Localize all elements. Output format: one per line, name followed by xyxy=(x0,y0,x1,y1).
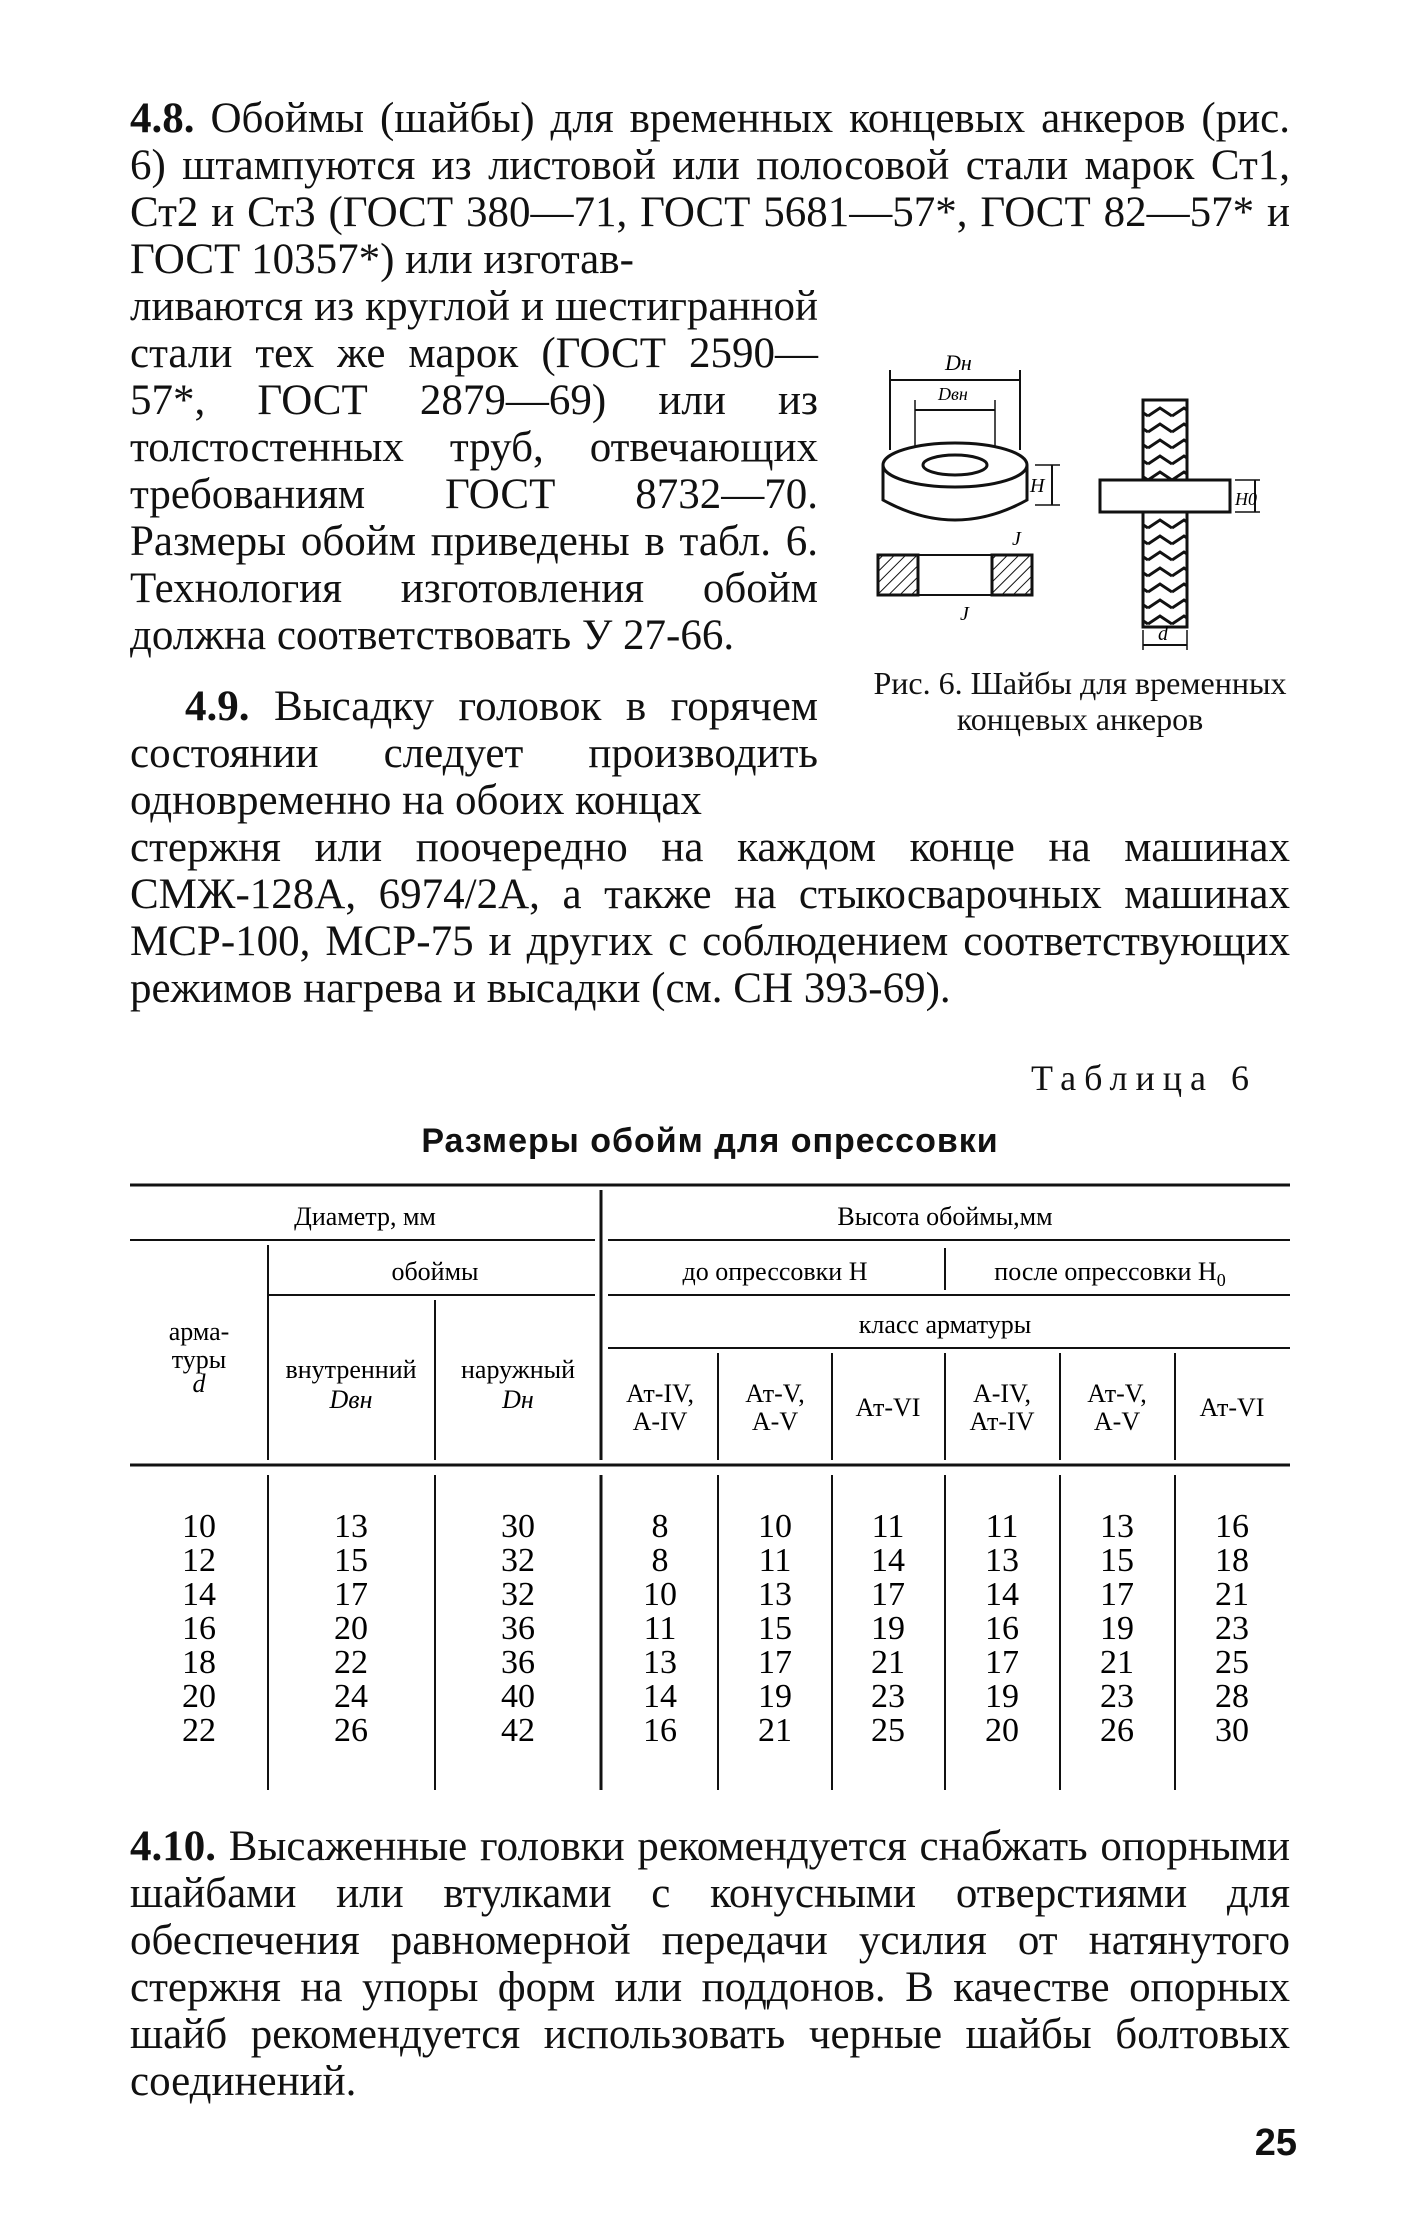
table-cell: 24 xyxy=(334,1678,368,1715)
header-inner-2: Dвн xyxy=(329,1385,373,1414)
table-row xyxy=(182,1542,1249,1579)
table-cell: 22 xyxy=(182,1712,216,1749)
table-row xyxy=(182,1576,1249,1613)
table-cell: 28 xyxy=(1215,1678,1249,1715)
table-cell: 18 xyxy=(1215,1542,1249,1579)
label-s1: J xyxy=(1012,528,1021,550)
table-cell: 13 xyxy=(643,1644,677,1681)
header-height: Высота обоймы,мм xyxy=(837,1202,1053,1231)
table-cell: 21 xyxy=(1100,1644,1134,1681)
header-armature-3: d xyxy=(192,1369,206,1398)
table-cell: 36 xyxy=(501,1610,535,1647)
table-cell: 11 xyxy=(643,1610,677,1647)
table-row xyxy=(182,1644,1249,1681)
table-cell: 16 xyxy=(182,1610,216,1647)
table-cell: 17 xyxy=(985,1644,1019,1681)
paragraph-4-9-text-a: Высадку головок в горячем состоянии следует производить одновременно на обоих концах xyxy=(130,683,819,824)
section-number-4-10: 4.10. xyxy=(130,1823,216,1870)
class-5-b: А-V xyxy=(1093,1407,1141,1436)
table-cell: 21 xyxy=(871,1644,905,1681)
table-cell: 15 xyxy=(758,1610,792,1647)
paragraph-4-9-continuation: стержня или поочередно на каждом конце на машинах СМЖ-128А, 6974/2А, а также на стыкосварочных машинах МСР-100, МСР-75 и других с соблюдением соответствующих режимов нагрева и высадки (см. СН 393-69). xyxy=(130,824,1290,1012)
header-after-sub: 0 xyxy=(1216,1270,1226,1290)
label-dn: Dн xyxy=(945,350,972,375)
table-row xyxy=(182,1712,1249,1749)
table-cell: 17 xyxy=(1100,1576,1134,1613)
table-row xyxy=(182,1610,1249,1647)
paragraph-4-8-continuation: ливаются из круглой и шестигранной стали тех же марок (ГОСТ 2590—57*, ГОСТ 2879—69) или из толстостенных труб, отвечающих требованиям ГОСТ 8732—70. Размеры обойм приведены в табл. 6. Технология изготовления обойм должна соответствовать У 27-66. xyxy=(130,283,818,659)
paragraph-4-8-text-a: Обоймы (шайбы) для временных концевых анкеров (рис. 6) штампуются из листовой или полосовой стали марок Ст1, Ст2 и Ст3 (ГОСТ 380—71, ГОСТ 5681—57*, ГОСТ 82—57* и ГОСТ 10357*) или изготав- xyxy=(130,95,1291,283)
table-cell: 11 xyxy=(758,1542,792,1579)
table-cell: 21 xyxy=(758,1712,792,1749)
table-cell: 10 xyxy=(758,1508,792,1545)
table-cell: 40 xyxy=(501,1678,535,1715)
header-armature-2: туры xyxy=(171,1345,227,1374)
table-cell: 26 xyxy=(1100,1712,1134,1749)
table-title: Размеры обойм для опрессовки xyxy=(421,1122,999,1160)
table-cell: 17 xyxy=(758,1644,792,1681)
table-label: Таблица 6 xyxy=(1031,1058,1257,1098)
table-cell: 10 xyxy=(182,1508,216,1545)
class-2-b: А-V xyxy=(751,1407,799,1436)
paragraph-4-10 xyxy=(130,1823,1290,2105)
table-cell: 32 xyxy=(501,1576,535,1613)
class-3: Ат-VI xyxy=(855,1393,921,1422)
table-cell: 20 xyxy=(334,1610,368,1647)
class-1-b: А-IV xyxy=(632,1407,688,1436)
class-5-a: Ат-V, xyxy=(1087,1379,1147,1408)
table-cell: 14 xyxy=(182,1576,216,1613)
table-cell: 25 xyxy=(1215,1644,1249,1681)
section-number-4-8: 4.8. xyxy=(130,95,195,142)
table-cell: 16 xyxy=(985,1610,1019,1647)
class-4-a: А-IV, xyxy=(972,1379,1032,1408)
table-cell: 16 xyxy=(1215,1508,1249,1545)
table-cell: 13 xyxy=(758,1576,792,1613)
header-class: класс арматуры xyxy=(858,1310,1032,1339)
table-cell: 26 xyxy=(334,1712,368,1749)
label-s2: J xyxy=(960,603,969,625)
class-2-a: Ат-V, xyxy=(745,1379,805,1408)
table-cell: 13 xyxy=(1100,1508,1134,1545)
header-outer-1: наружный xyxy=(460,1355,576,1384)
table-cell: 30 xyxy=(1215,1712,1249,1749)
table-cell: 23 xyxy=(1100,1678,1134,1715)
table-cell: 16 xyxy=(643,1712,677,1749)
table-body xyxy=(182,1508,1249,1749)
label-dvn: Dвн xyxy=(938,384,968,404)
table-cell: 13 xyxy=(985,1542,1019,1579)
figure-caption: Рис. 6. Шайбы для временных концевых анкеров xyxy=(873,665,1287,737)
table-cell: 15 xyxy=(334,1542,368,1579)
table-cell: 12 xyxy=(182,1542,216,1579)
table-cell: 17 xyxy=(334,1576,368,1613)
table-cell: 21 xyxy=(1215,1576,1249,1613)
label-h0: H0 xyxy=(1235,489,1257,509)
label-d: d xyxy=(1158,623,1168,645)
table-cell: 8 xyxy=(651,1508,669,1545)
class-1-a: Ат-IV, xyxy=(625,1379,695,1408)
header-after xyxy=(994,1257,1225,1290)
table-cell: 19 xyxy=(758,1678,792,1715)
header-before: до опрессовки H xyxy=(682,1257,868,1286)
class-6: Ат-VI xyxy=(1199,1393,1265,1422)
header-outer-2: Dн xyxy=(502,1385,534,1414)
table-row xyxy=(182,1678,1249,1715)
header-armature-1: арма- xyxy=(168,1317,230,1346)
table-cell: 10 xyxy=(643,1576,677,1613)
header-ring: обоймы xyxy=(391,1257,479,1286)
table-cell: 32 xyxy=(501,1542,535,1579)
table-cell: 17 xyxy=(871,1576,905,1613)
table-cell: 15 xyxy=(1100,1542,1134,1579)
table-cell: 14 xyxy=(643,1678,677,1715)
table-cell: 8 xyxy=(651,1542,669,1579)
table-cell: 18 xyxy=(182,1644,216,1681)
table-row xyxy=(182,1508,1249,1545)
paragraph-4-10-text: Высаженные головки рекомендуется снабжать опорными шайбами или втулками с конусными отверстиями для обеспечения равномерной передачи усилия от натянутого стержня на упоры форм или поддонов. В качестве опорных шайб рекомендуется использовать черные шайбы болтовых соединений. xyxy=(130,1823,1291,2105)
table-cell: 20 xyxy=(985,1712,1019,1749)
table-cell: 14 xyxy=(985,1576,1019,1613)
table-cell: 19 xyxy=(1100,1610,1134,1647)
header-after-text: после опрессовки H xyxy=(994,1257,1217,1286)
class-4-b: Ат-IV xyxy=(969,1407,1035,1436)
table-cell: 23 xyxy=(871,1678,905,1715)
table-cell: 19 xyxy=(871,1610,905,1647)
label-h: H xyxy=(1030,475,1045,497)
table-cell: 11 xyxy=(985,1508,1019,1545)
table-cell: 22 xyxy=(334,1644,368,1681)
table-cell: 23 xyxy=(1215,1610,1249,1647)
table-cell: 36 xyxy=(501,1644,535,1681)
table-cell: 13 xyxy=(334,1508,368,1545)
header-diameter: Диаметр, мм xyxy=(294,1202,436,1231)
table-cell: 30 xyxy=(501,1508,535,1545)
table-cell: 42 xyxy=(501,1712,535,1749)
table-cell: 11 xyxy=(871,1508,905,1545)
header-inner-1: внутренний xyxy=(285,1355,417,1384)
table-cell: 14 xyxy=(871,1542,905,1579)
table-cell: 20 xyxy=(182,1678,216,1715)
section-number-4-9: 4.9. xyxy=(185,683,250,730)
page-number: 25 xyxy=(1254,2122,1297,2164)
table-cell: 25 xyxy=(871,1712,905,1749)
table-cell: 19 xyxy=(985,1678,1019,1715)
